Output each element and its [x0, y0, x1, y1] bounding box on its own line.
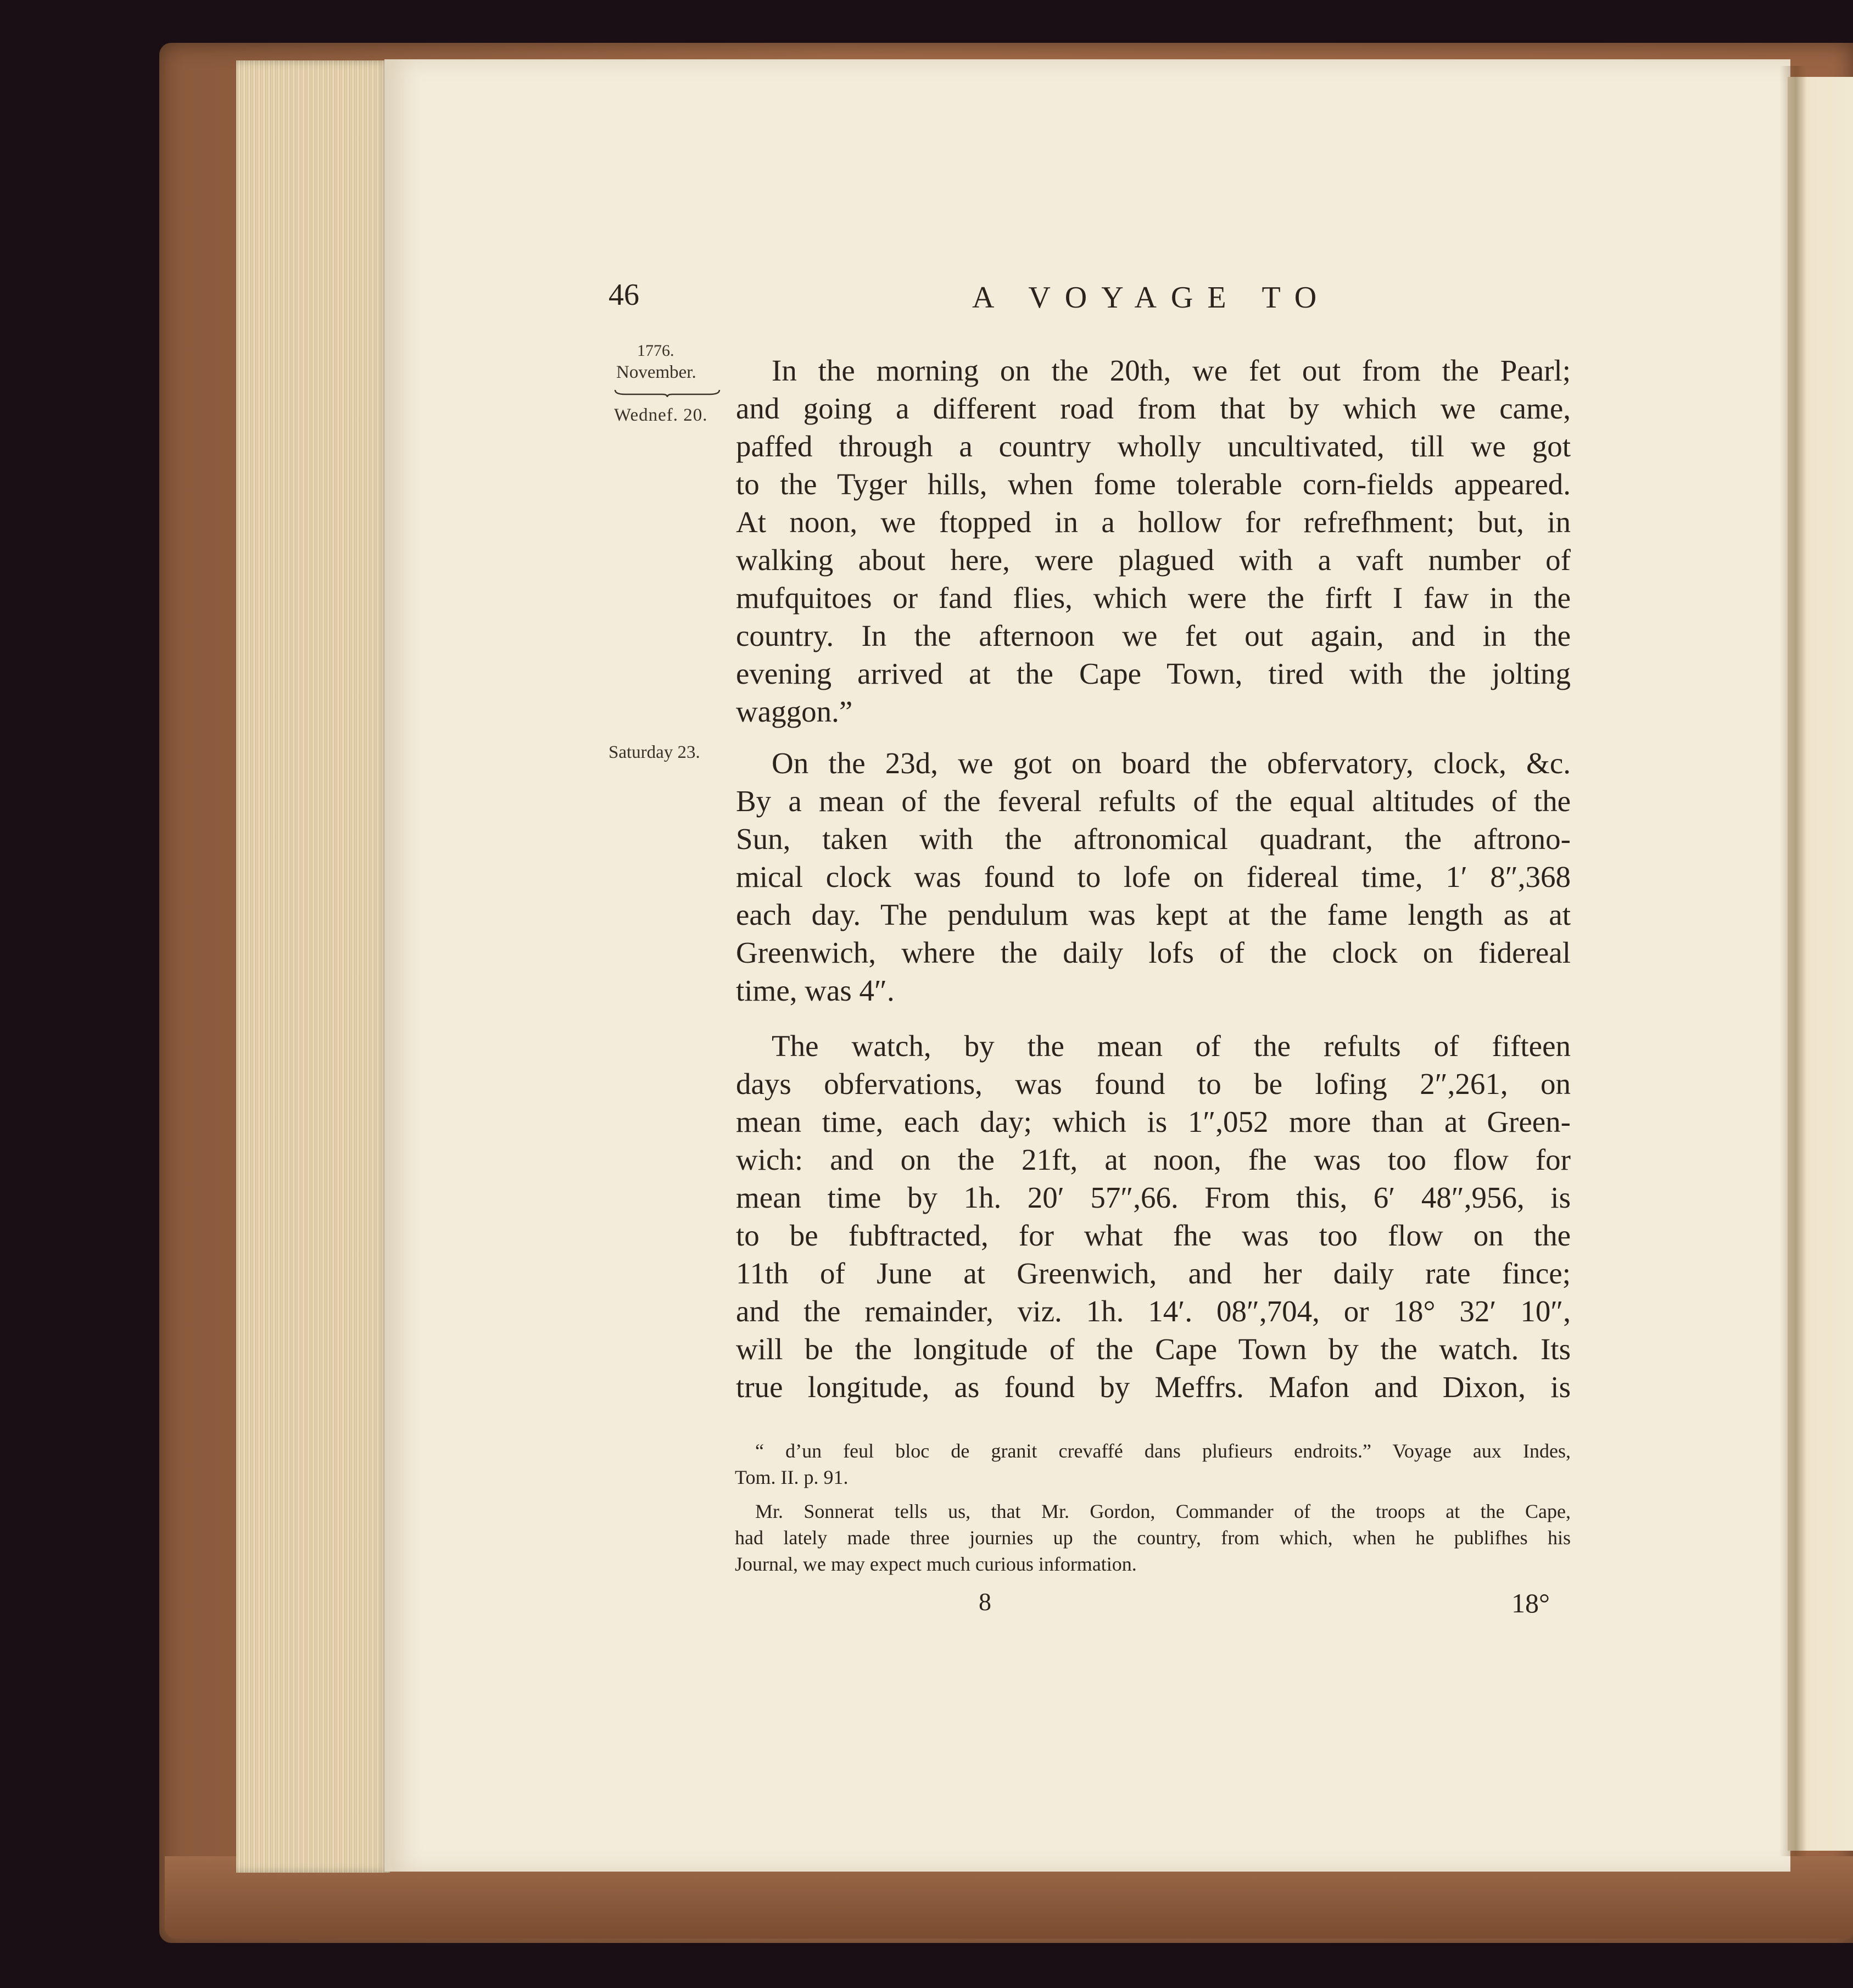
body-line: and the remainder, viz. 1h. 14′. 08″,704, or 18° 32′ 10″, [736, 1294, 1571, 1328]
body-line: days obfervations, was found to be lofing 2″,261, on [736, 1067, 1571, 1101]
body-line: At noon, we ftopped in a hollow for refrefhment; but, in [736, 505, 1571, 539]
body-line: mean time, each day; which is 1″,052 more than at Green- [736, 1105, 1571, 1138]
body-line: evening arrived at the Cape Town, tired with the jolting [736, 657, 1571, 690]
footnote-line: “ d’un feul bloc de granit crevaffé dans plufieurs endroits.” Voyage aux Indes, [755, 1440, 1571, 1462]
footnote-line: Journal, we may expect much curious information. [735, 1553, 1137, 1575]
page-number: 46 [609, 278, 639, 312]
body-line: true longitude, as found by Meffrs. Mafon and Dixon, is [736, 1370, 1571, 1404]
running-head: A VOYAGE TO [972, 281, 1331, 315]
body-line: By a mean of the feveral refults of the equal altitudes of the [736, 784, 1571, 818]
margin-year: 1776. [637, 342, 674, 360]
book-gutter [1779, 66, 1807, 1856]
catchword: 18° [1511, 1588, 1550, 1618]
body-line: paffed through a country wholly uncultivated, till we got [736, 429, 1571, 463]
body-line: wich: and on the 21ft, at noon, fhe was too flow for [736, 1143, 1571, 1176]
body-line: time, was 4″. [736, 974, 895, 1007]
signature-mark: 8 [979, 1588, 991, 1616]
footnote-line: Mr. Sonnerat tells us, that Mr. Gordon, Commander of the troops at the Cape, [755, 1500, 1571, 1522]
body-line: to be fubftracted, for what fhe was too flow on the [736, 1219, 1571, 1252]
body-line: Sun, taken with the aftronomical quadrant, the aftrono- [736, 822, 1571, 856]
margin-day-wednesday: Wednef. 20. [614, 405, 708, 425]
footnote-line: had lately made three journies up the country, from which, when he publifhes his [735, 1527, 1571, 1549]
body-line: Greenwich, where the daily lofs of the clock on fidereal [736, 936, 1571, 969]
body-line: waggon.” [736, 695, 853, 728]
footnote-line: Tom. II. p. 91. [735, 1466, 849, 1488]
margin-brace [614, 389, 721, 398]
body-line: In the morning on the 20th, we fet out from the Pearl; [772, 354, 1571, 387]
body-line: The watch, by the mean of the refults of fifteen [772, 1029, 1571, 1063]
body-line: each day. The pendulum was kept at the fame length as at [736, 898, 1571, 931]
body-line: will be the longitude of the Cape Town by the watch. Its [736, 1332, 1571, 1366]
body-line: On the 23d, we got on board the obfervatory, clock, &c. [772, 746, 1571, 780]
margin-month: November. [616, 362, 696, 382]
body-line: mufquitoes or fand flies, which were the firft I faw in the [736, 581, 1571, 615]
body-line: 11th of June at Greenwich, and her daily rate fince; [736, 1257, 1571, 1290]
body-line: and going a different road from that by which we came, [736, 392, 1571, 425]
body-line: mical clock was found to lofe on fidereal time, 1′ 8″,368 [736, 860, 1571, 894]
body-line: to the Tyger hills, when fome tolerable corn-fields appeared. [736, 467, 1571, 501]
body-line: country. In the afternoon we fet out again, and in the [736, 619, 1571, 652]
page-edges [236, 60, 390, 1873]
body-line: walking about here, were plagued with a vaft number of [736, 543, 1571, 577]
body-line: mean time by 1h. 20′ 57″,66. From this, 6′ 48″,956, is [736, 1181, 1571, 1214]
margin-day-saturday: Saturday 23. [609, 742, 700, 762]
